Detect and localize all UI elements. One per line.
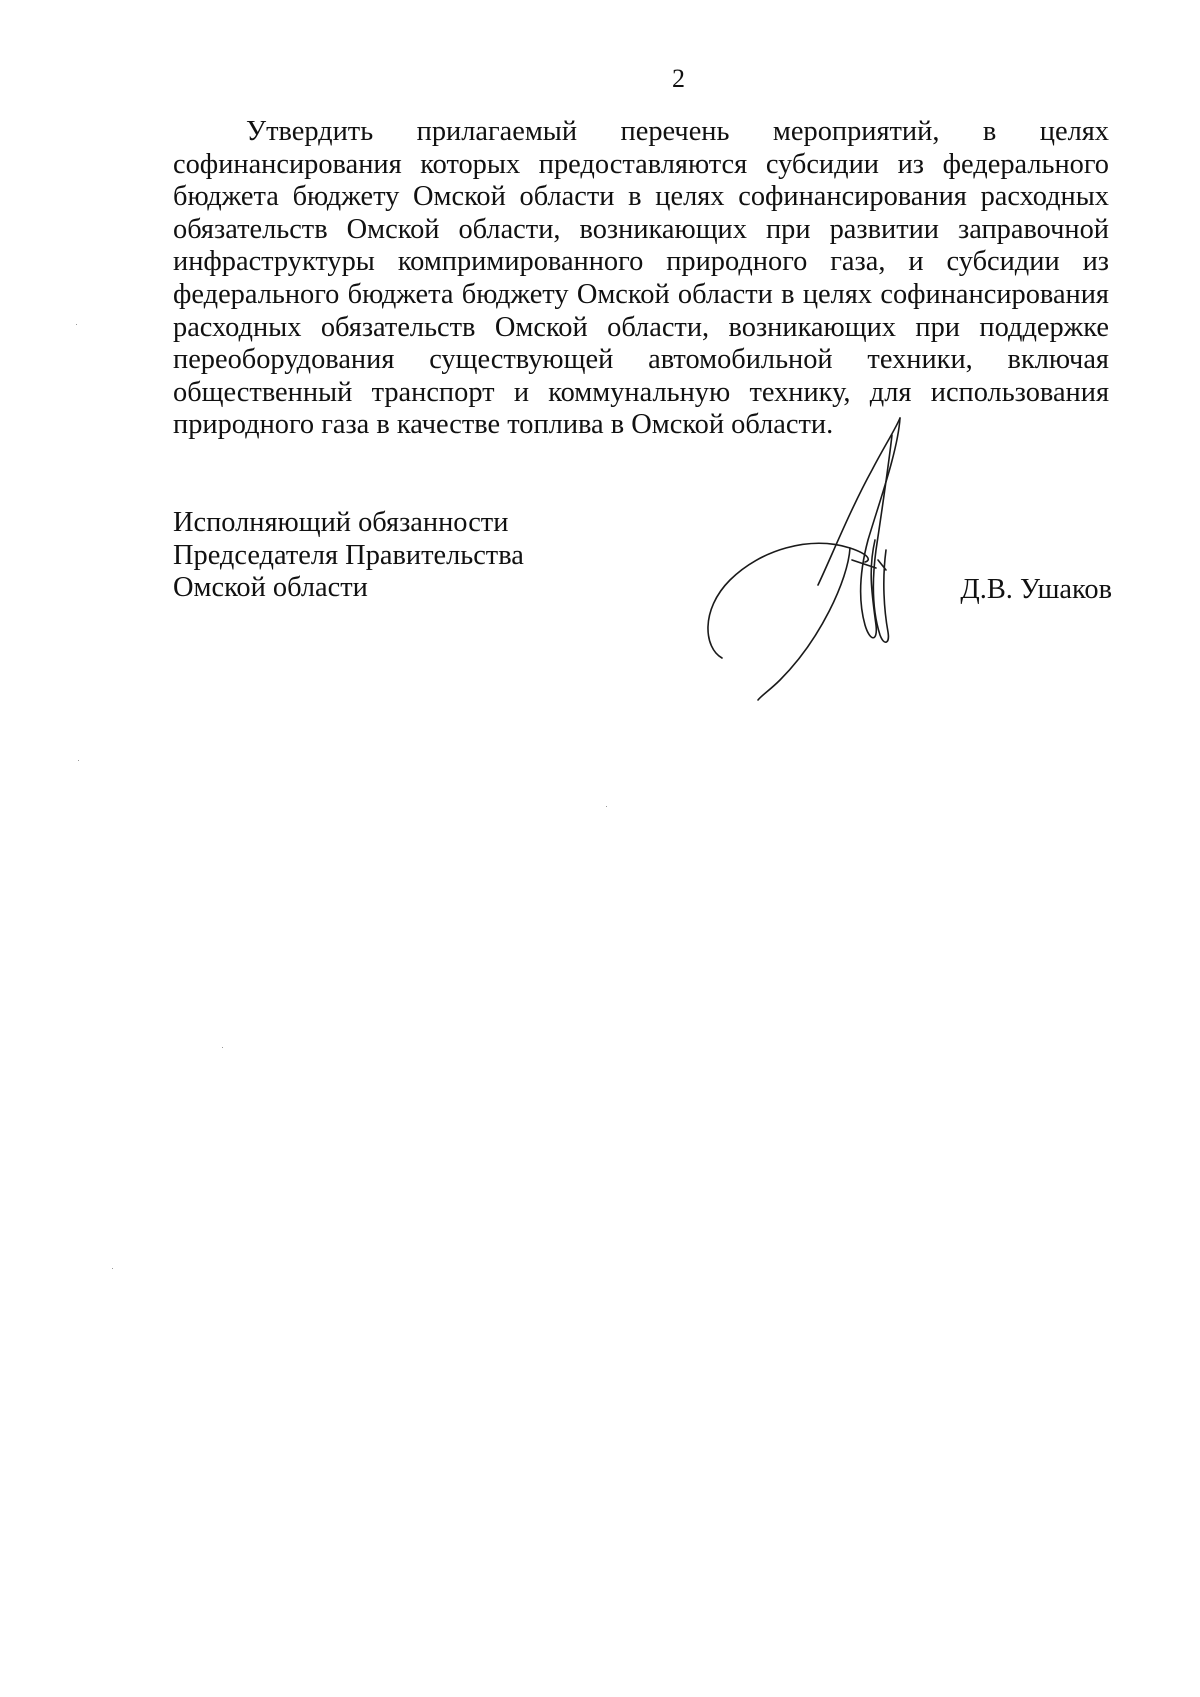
scan-speck [112,1268,113,1269]
scan-speck [76,324,77,325]
handwritten-signature-icon [700,410,980,710]
scan-speck [222,1047,223,1048]
signature-stroke [861,418,900,638]
signature-stroke [758,548,850,700]
scan-speck [78,760,79,761]
scan-speck [606,806,607,807]
decree-paragraph: Утвердить прилагаемый перечень мероприятий, в целях софинансирования которых предоставляются субсидии из федерального бюджета бюджету Омской области в целях софинансирования расходных обязательств Омской области, возникающих при развитии заправочной инфраструктуры компримированного природного газа, и субсидии из федерального бюджета бюджету Омской области в целях софинансирования расходных обязательств Омской области, возникающих при поддержке переоборудования существующей автомобильной техники, включая общественный транспорт и коммунальную технику, для использования природного газа в качестве топлива в Омской области. [173,116,1109,441]
signer-title-line: Исполняющий обязанности [173,507,509,538]
signer-name: Д.В. Ушаков [960,574,1112,605]
signature-stroke [708,543,868,658]
signer-title-line: Омской области [173,572,368,604]
page-number: 2 [672,64,685,93]
signature-stroke [818,418,900,585]
signature-stroke [873,435,892,642]
signer-title [173,507,524,605]
signer-title-line: Председателя Правительства [173,539,524,571]
